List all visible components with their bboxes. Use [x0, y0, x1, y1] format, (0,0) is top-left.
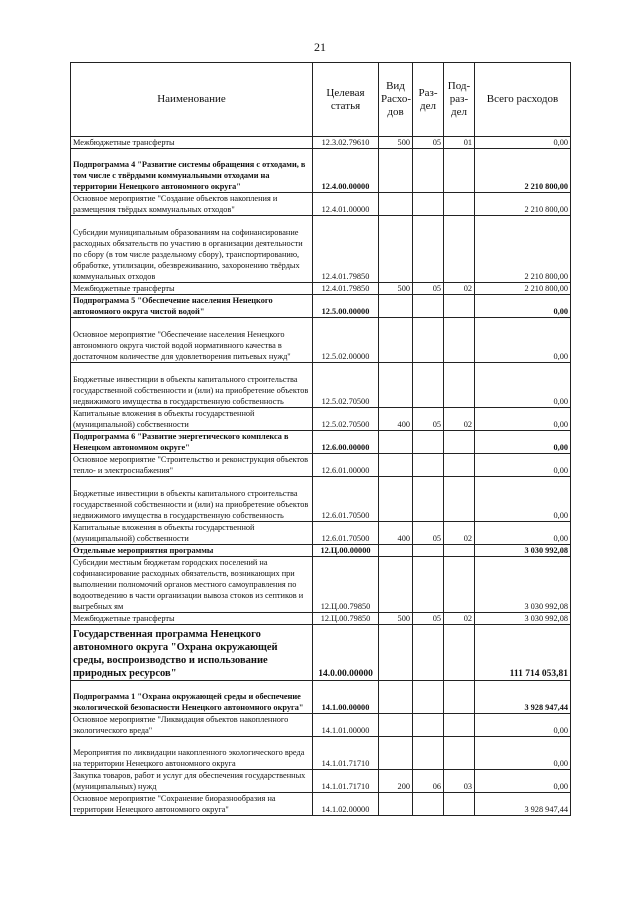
table-body [71, 137, 571, 816]
row-target-code: 12.5.02.00000 [313, 318, 379, 363]
row-kind [379, 216, 413, 283]
row-section [413, 714, 444, 737]
row-target-code: 12.6.00.00000 [313, 431, 379, 454]
row-kind: 400 [379, 408, 413, 431]
row-target-code: 12.4.01.79850 [313, 216, 379, 283]
row-section: 05 [413, 408, 444, 431]
row-kind: 400 [379, 522, 413, 545]
row-kind [379, 431, 413, 454]
row-amount: 2 210 800,00 [475, 193, 571, 216]
row-section [413, 454, 444, 477]
table-row [71, 545, 571, 557]
row-amount: 0,00 [475, 137, 571, 149]
row-name: Межбюджетные трансферты [71, 137, 313, 149]
row-subsection [444, 431, 475, 454]
row-section [413, 193, 444, 216]
row-name: Государственная программа Ненецкого автономного округа "Охрана окружающей среды, воспроизводство и использование природных ресурсов" [71, 625, 313, 681]
row-amount: 2 210 800,00 [475, 216, 571, 283]
table-row [71, 408, 571, 431]
row-target-code: 12.4.01.79850 [313, 283, 379, 295]
header-subsection: Под-раз-дел [444, 63, 475, 137]
row-kind [379, 363, 413, 408]
budget-table [70, 62, 571, 816]
row-subsection [444, 681, 475, 714]
row-name: Подпрограмма 5 "Обеспечение населения Ненецкого автономного округа чистой водой" [71, 295, 313, 318]
row-section [413, 793, 444, 816]
row-target-code: 12.6.01.00000 [313, 454, 379, 477]
row-amount: 0,00 [475, 737, 571, 770]
table-row [71, 714, 571, 737]
row-subsection [444, 295, 475, 318]
row-target-code: 12.Ц.00.79850 [313, 613, 379, 625]
header-section: Раз-дел [413, 63, 444, 137]
row-target-code: 14.1.01.71710 [313, 737, 379, 770]
row-section [413, 737, 444, 770]
row-section: 05 [413, 522, 444, 545]
row-subsection: 03 [444, 770, 475, 793]
row-kind: 500 [379, 283, 413, 295]
row-name: Основное мероприятие "Сохранение биоразнообразия на территории Ненецкого автономного округа" [71, 793, 313, 816]
header-kind: Вид Расхо-дов [379, 63, 413, 137]
table-row [71, 149, 571, 193]
table-row [71, 363, 571, 408]
row-amount: 0,00 [475, 522, 571, 545]
row-target-code: 12.6.01.70500 [313, 522, 379, 545]
row-kind [379, 454, 413, 477]
table-row [71, 681, 571, 714]
row-kind [379, 681, 413, 714]
row-subsection: 02 [444, 408, 475, 431]
row-name: Капитальные вложения в объекты государственной (муниципальной) собственности [71, 522, 313, 545]
row-name: Основное мероприятие "Создание объектов накопления и размещения твёрдых коммунальных отходов" [71, 193, 313, 216]
table-row [71, 557, 571, 613]
row-subsection [444, 149, 475, 193]
row-subsection [444, 454, 475, 477]
header-name: Наименование [71, 63, 313, 137]
row-subsection [444, 363, 475, 408]
row-target-code: 12.4.00.00000 [313, 149, 379, 193]
row-subsection [444, 477, 475, 522]
row-subsection [444, 557, 475, 613]
row-name: Межбюджетные трансферты [71, 613, 313, 625]
row-kind [379, 193, 413, 216]
row-amount: 3 030 992,08 [475, 545, 571, 557]
row-subsection [444, 625, 475, 681]
row-subsection [444, 193, 475, 216]
table-row [71, 737, 571, 770]
row-subsection: 02 [444, 613, 475, 625]
row-section [413, 545, 444, 557]
row-section [413, 216, 444, 283]
row-amount: 0,00 [475, 454, 571, 477]
row-subsection: 02 [444, 283, 475, 295]
row-target-code: 12.5.02.70500 [313, 363, 379, 408]
row-kind [379, 295, 413, 318]
row-subsection: 01 [444, 137, 475, 149]
row-kind: 500 [379, 613, 413, 625]
table-row [71, 770, 571, 793]
row-name: Отдельные мероприятия программы [71, 545, 313, 557]
table-row [71, 318, 571, 363]
row-target-code: 14.0.00.00000 [313, 625, 379, 681]
table-row [71, 625, 571, 681]
row-kind [379, 477, 413, 522]
row-name: Субсидии муниципальным образованиям на софинансирование расходных обязательств по участию в организации деятельности по сбору (в том числе раздельному сбору), транспортированию, обработке, утилизации, обезвреживанию, захоронению твёрдых коммунальных отходов [71, 216, 313, 283]
header-target: Целевая статья [313, 63, 379, 137]
row-amount: 0,00 [475, 431, 571, 454]
row-amount: 111 714 053,81 [475, 625, 571, 681]
row-section [413, 681, 444, 714]
row-kind [379, 149, 413, 193]
row-target-code: 12.3.02.79610 [313, 137, 379, 149]
table-row [71, 137, 571, 149]
row-kind [379, 318, 413, 363]
row-kind: 500 [379, 137, 413, 149]
row-target-code: 12.5.00.00000 [313, 295, 379, 318]
row-amount: 0,00 [475, 770, 571, 793]
row-name: Капитальные вложения в объекты государственной (муниципальной) собственности [71, 408, 313, 431]
row-amount: 0,00 [475, 714, 571, 737]
row-name: Основное мероприятие "Ликвидация объектов накопленного экологического вреда" [71, 714, 313, 737]
row-section [413, 477, 444, 522]
row-section [413, 318, 444, 363]
table-header [71, 63, 571, 137]
table-row [71, 613, 571, 625]
row-subsection [444, 793, 475, 816]
header-total: Всего расходов [475, 63, 571, 137]
row-section: 06 [413, 770, 444, 793]
row-amount: 3 928 947,44 [475, 793, 571, 816]
row-section [413, 363, 444, 408]
row-name: Подпрограмма 6 "Развитие энергетического комплекса в Ненецком автономном округе" [71, 431, 313, 454]
row-target-code: 12.4.01.00000 [313, 193, 379, 216]
row-target-code: 12.6.01.70500 [313, 477, 379, 522]
row-subsection [444, 545, 475, 557]
table-row [71, 793, 571, 816]
row-kind [379, 714, 413, 737]
row-subsection: 02 [444, 522, 475, 545]
row-amount: 0,00 [475, 318, 571, 363]
row-section [413, 149, 444, 193]
row-amount: 3 928 947,44 [475, 681, 571, 714]
row-name: Основное мероприятие "Обеспечение населения Ненецкого автономного округа чистой водой нормативного качества в достаточном количестве для удовлетворения питьевых нужд" [71, 318, 313, 363]
row-name: Межбюджетные трансферты [71, 283, 313, 295]
row-kind [379, 557, 413, 613]
row-section: 05 [413, 283, 444, 295]
row-target-code: 12.Ц.00.79850 [313, 557, 379, 613]
table-row [71, 477, 571, 522]
row-kind: 200 [379, 770, 413, 793]
row-target-code: 12.5.02.70500 [313, 408, 379, 431]
row-subsection [444, 318, 475, 363]
row-amount: 0,00 [475, 363, 571, 408]
row-name: Бюджетные инвестиции в объекты капитального строительства государственной собственности и (или) на приобретение объектов недвижимого имущества в государственную собственность [71, 363, 313, 408]
row-name: Подпрограмма 4 "Развитие системы обращения с отходами, в том числе с твёрдыми коммунальными отходами на территории Ненецкого автономного округа" [71, 149, 313, 193]
row-subsection [444, 737, 475, 770]
row-name: Мероприятия по ликвидации накопленного экологического вреда на территории Ненецкого автономного округа [71, 737, 313, 770]
row-section: 05 [413, 137, 444, 149]
row-amount: 0,00 [475, 295, 571, 318]
row-amount: 2 210 800,00 [475, 149, 571, 193]
page-number: 21 [314, 40, 326, 54]
row-target-code: 14.1.01.00000 [313, 714, 379, 737]
row-kind [379, 737, 413, 770]
row-amount: 3 030 992,08 [475, 557, 571, 613]
row-target-code: 14.1.00.00000 [313, 681, 379, 714]
row-target-code: 12.Ц.00.00000 [313, 545, 379, 557]
table-row [71, 522, 571, 545]
table-row [71, 193, 571, 216]
row-amount: 3 030 992,08 [475, 613, 571, 625]
row-amount: 0,00 [475, 477, 571, 522]
row-kind [379, 545, 413, 557]
row-section [413, 431, 444, 454]
row-kind [379, 793, 413, 816]
row-name: Подпрограмма 1 "Охрана окружающей среды и обеспечение экологической безопасности Ненецкого автономного округа" [71, 681, 313, 714]
row-kind [379, 625, 413, 681]
row-section [413, 295, 444, 318]
row-amount: 2 210 800,00 [475, 283, 571, 295]
row-subsection [444, 216, 475, 283]
table-row [71, 283, 571, 295]
row-name: Основное мероприятие "Строительство и реконструкция объектов тепло- и электроснабжения" [71, 454, 313, 477]
table-row [71, 216, 571, 283]
row-subsection [444, 714, 475, 737]
row-name: Бюджетные инвестиции в объекты капитального строительства государственной собственности и (или) на приобретение объектов недвижимого имущества в государственную собственность [71, 477, 313, 522]
table-row [71, 454, 571, 477]
row-name: Закупка товаров, работ и услуг для обеспечения государственных (муниципальных) нужд [71, 770, 313, 793]
row-section [413, 625, 444, 681]
table-row [71, 431, 571, 454]
row-section [413, 557, 444, 613]
row-section: 05 [413, 613, 444, 625]
row-target-code: 14.1.01.71710 [313, 770, 379, 793]
row-target-code: 14.1.02.00000 [313, 793, 379, 816]
row-name: Субсидии местным бюджетам городских поселений на софинансирование расходных обязательств, возникающих при выполнении полномочий органов местного самоуправления по водоотведению в части организации вывоза стоков из септиков и выгребных ям [71, 557, 313, 613]
table-row [71, 295, 571, 318]
row-amount: 0,00 [475, 408, 571, 431]
